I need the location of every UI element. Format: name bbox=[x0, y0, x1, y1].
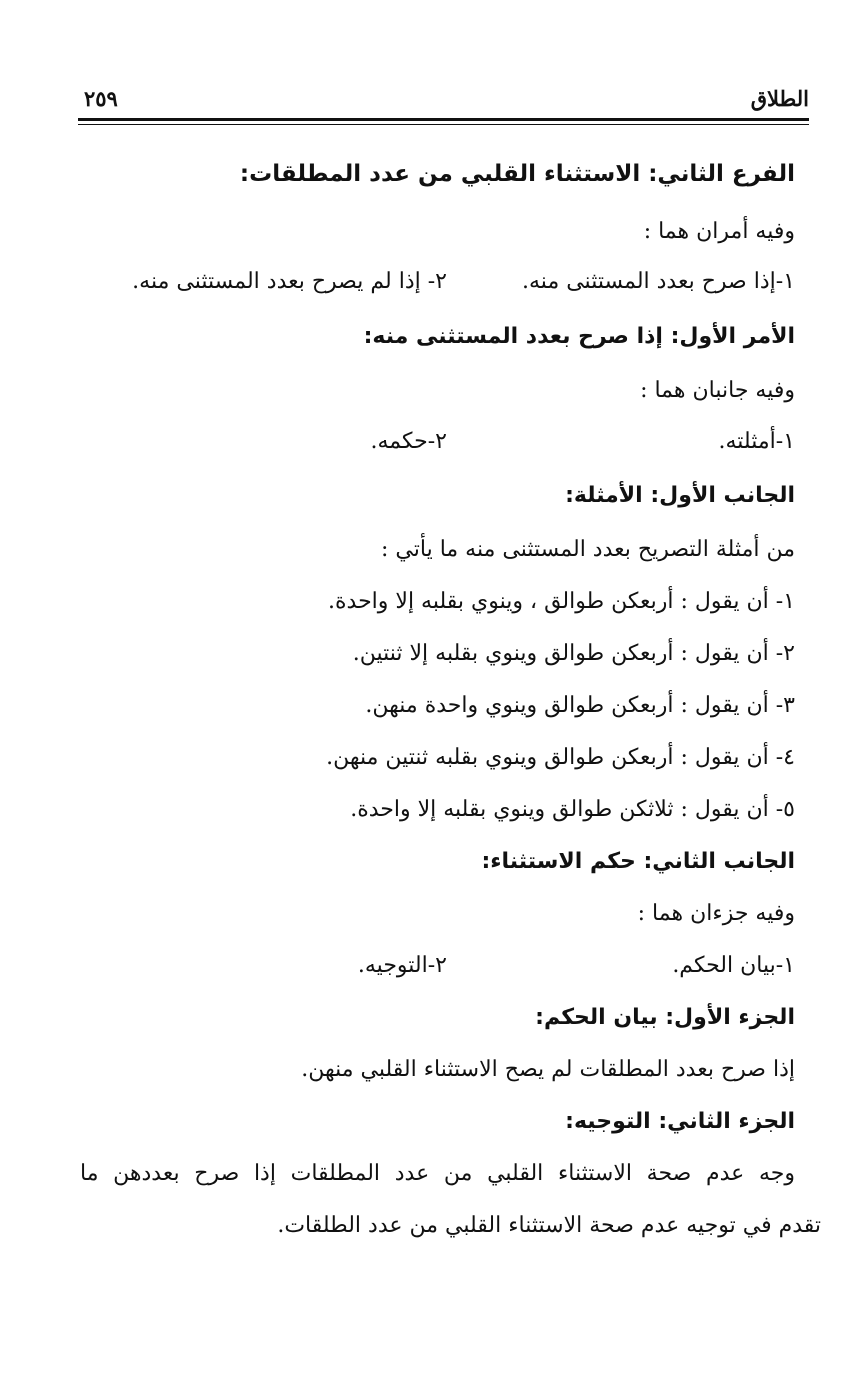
header-rule-thick bbox=[78, 118, 809, 121]
branch-heading: الفرع الثاني: الاستثناء القلبي من عدد المطلقات: bbox=[239, 161, 795, 187]
two-item-row bbox=[70, 948, 795, 984]
list-item: ٣- أن يقول : أربعكن طوالق وينوي واحدة منهن. bbox=[365, 693, 795, 718]
section-heading: الجانب الأول: الأمثلة: bbox=[565, 483, 795, 508]
list-item: ١- أن يقول : أربعكن طوالق ، وينوي بقلبه إلا واحدة. bbox=[328, 589, 795, 614]
paragraph-line: وفيه جانبان هما : bbox=[640, 378, 795, 403]
two-item-row bbox=[70, 264, 795, 300]
paragraph-line: وفيه جزءان هما : bbox=[637, 901, 795, 926]
running-header bbox=[78, 86, 809, 116]
list-item: ٤- أن يقول : أربعكن طوالق وينوي بقلبه ثنتين منهن. bbox=[326, 745, 795, 770]
list-item: ٢- إذا لم يصرح بعدد المستثنى منه. bbox=[132, 269, 447, 294]
paragraph-line: تقدم في توجيه عدم صحة الاستثناء القلبي من عدد الطلقات. bbox=[277, 1213, 821, 1238]
paragraph-line: إذا صرح بعدد المطلقات لم يصح الاستثناء القلبي منهن. bbox=[301, 1057, 795, 1082]
list-item: ٢-التوجيه. bbox=[357, 953, 447, 978]
paragraph-line: وجه عدم صحة الاستثناء القلبي من عدد المطلقات إذا صرح بعددهن ما bbox=[80, 1161, 795, 1186]
two-item-row bbox=[70, 424, 795, 460]
paragraph-line: من أمثلة التصريح بعدد المستثنى منه ما يأتي : bbox=[381, 537, 795, 562]
list-item: ١-إذا صرح بعدد المستثنى منه. bbox=[522, 269, 795, 294]
list-item: ٢-حكمه. bbox=[370, 429, 447, 454]
list-item: ٢- أن يقول : أربعكن طوالق وينوي بقلبه إلا ثنتين. bbox=[352, 641, 795, 666]
list-item: ١-أمثلته. bbox=[718, 429, 795, 454]
paragraph-line: وفيه أمران هما : bbox=[643, 219, 795, 244]
section-heading: الجانب الثاني: حكم الاستثناء: bbox=[481, 849, 795, 874]
page-number: ٢٥٩ bbox=[84, 86, 118, 111]
list-item: ٥- أن يقول : ثلاثكن طوالق وينوي بقلبه إلا واحدة. bbox=[350, 797, 795, 822]
header-rule-thin bbox=[78, 124, 809, 125]
list-item: ١-بيان الحكم. bbox=[672, 953, 795, 978]
section-heading: الأمر الأول: إذا صرح بعدد المستثنى منه: bbox=[363, 324, 795, 349]
section-heading: الجزء الثاني: التوجيه: bbox=[565, 1109, 795, 1134]
chapter-title: الطلاق bbox=[750, 86, 809, 111]
section-heading: الجزء الأول: بيان الحكم: bbox=[535, 1005, 795, 1030]
